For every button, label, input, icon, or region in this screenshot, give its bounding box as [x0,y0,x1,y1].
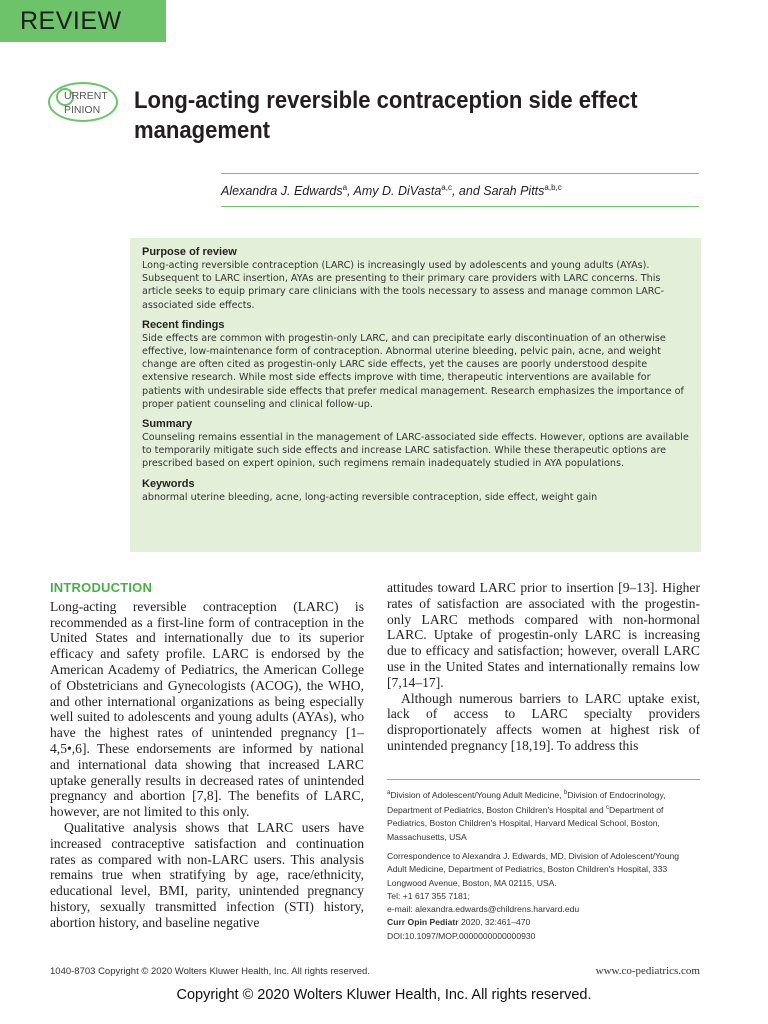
affiliations [387,787,700,943]
journal-url-link[interactable]: www.co-pediatrics.com [595,965,700,977]
current-opinion-logo [48,82,118,122]
review-tab: REVIEW [0,0,166,42]
body-paragraph: Qualitative analysis shows that LARC users have increased contraceptive satisfaction and continuation rates as compared with non-LARC users. This analysis remains true when stratifying by age, race/ethnicity, educational level, BMI, parity, unintended pregnancy history, sexually transmitted infection (STI) history, abortion history, and baseline negative [50,819,364,930]
purpose-heading: Purpose of review [142,246,237,258]
email[interactable]: e-mail: alexandra.edwards@childrens.harvard.edu [387,904,580,915]
introduction-heading: INTRODUCTION [50,580,153,595]
findings-text: Side effects are common with progestin-only LARC, and can precipitate early discontinuation of an otherwise effective, low-maintenance form of contraception. Abnormal uterine bleeding, pelvic pain, acne, and weight change are often cited as progestin-only LARC side effects, yet the causes are poorly understood despite extensive research. While most side effects improve with time, therapeutic interventions are available for patients with undesirable side effects that prefer medical management. Research emphasizes the importance of proper patient counseling and clinical follow-up. [142,332,684,410]
article-title: Long-acting reversible contraception side effect management [134,87,638,144]
author-sup: a,b,c [544,183,562,192]
body-paragraph: Long-acting reversible contraception (LARC) is recommended as a first-line form of contraception in the United States and internationally due to its superior efficacy and safety profile. LARC is endorsed by the American Academy of Pediatrics, the American College of Obstetricians and Gynecologists (ACOG), the WHO, and other international organizations as being especially well suited to adolescents and young adults (AYAs), who have the highest rates of unintended pregnancy [1–4,5•,6]. These endorsements are informed by national and international data showing that increased LARC uptake generally results in decreased rates of unintended pregnancy and abortion [7,8]. The benefits of LARC, however, are not limited to this only. [50,598,364,820]
affiliation-divider [387,779,700,780]
title-divider [221,173,699,174]
author-name: Alexandra J. Edwards [221,184,343,199]
body-column-right [387,580,700,754]
keywords-heading: Keywords [142,477,195,490]
keywords-text: abnormal uterine bleeding, acne, long-acting reversible contraception, side effect, weight gain [142,491,598,503]
abstract-box [130,238,701,552]
summary-text: Counseling remains essential in the management of LARC-associated side effects. However, options are available to temporarily mitigate such side effects and increase LARC satisfaction. While these therapeutic options are prescribed based on expert opinion, such regimens remain inadequately studied in AYA populations. [142,432,689,470]
logo-line2: PINION [64,104,101,116]
affiliation-text: $^a$Division of Adolescent/Young Adult Medicine, $^b$Division of Endocrinology, Department of Pediatrics, Boston Children's Hospital and $^c$Department of Pediatrics, Boston Children's Hospital, Harvard Medical School, Boston, Massachusetts, USA [387,789,666,842]
author-sup: a,c [441,183,452,192]
correspondence-text: Correspondence to Alexandra J. Edwards, MD, Division of Adolescent/Young Adult Medicine, Department of Pediatrics, Boston Children's Hospital, 333 Longwood Avenue, Boston, MA 02115, USA. [387,850,680,888]
author-name: Amy D. DiVasta [353,184,442,199]
page-copyright: Copyright © 2020 Wolters Kluwer Health, Inc. All rights reserved. [176,987,592,1003]
journal-citation: Curr Opin Pediatr 2020, 32:461–470 [387,917,531,928]
logo-line1: URRENT [64,90,108,102]
purpose-text: Long-acting reversible contraception (LARC) is increasingly used by adolescents and young adults (AYAs). Subsequent to LARC insertion, AYAs are presenting to their primary care providers with LARC concerns. This article seeks to equip primary care clinicians with the tools necessary to assess and manage common LARC-associated side effects. [142,260,665,311]
body-column-left [50,580,364,931]
body-paragraph: Although numerous barriers to LARC uptake exist, lack of access to LARC specialty providers disproportionately affects women at highest risk of unintended pregnancy [18,19]. To address this [387,690,700,753]
author-name: and Sarah Pitts [458,184,545,199]
telephone: Tel: +1 617 355 7181; [387,890,470,901]
author-sup: a [342,183,348,192]
author-divider [221,206,699,207]
doi[interactable]: DOI:10.1097/MOP.0000000000000930 [387,930,536,941]
author-list: Alexandra J. Edwards$^a$, Amy D. DiVasta$^{a,c}$, and Sarah Pitts$^{a,b,c}$ [221,183,562,199]
findings-heading: Recent findings [142,318,225,331]
footer-copyright-line: 1040-8703 Copyright © 2020 Wolters Kluwer Health, Inc. All rights reserved. [50,966,370,977]
body-paragraph: attitudes toward LARC prior to insertion [9–13]. Higher rates of satisfaction are associated with the progestin-only LARC methods compared with non-hormonal LARC. Uptake of progestin-only LARC is increasing due to efficacy and satisfaction; however, overall LARC use in the United States and internationally remains low [7,14–17]. [387,580,700,690]
summary-heading: Summary [142,418,193,431]
